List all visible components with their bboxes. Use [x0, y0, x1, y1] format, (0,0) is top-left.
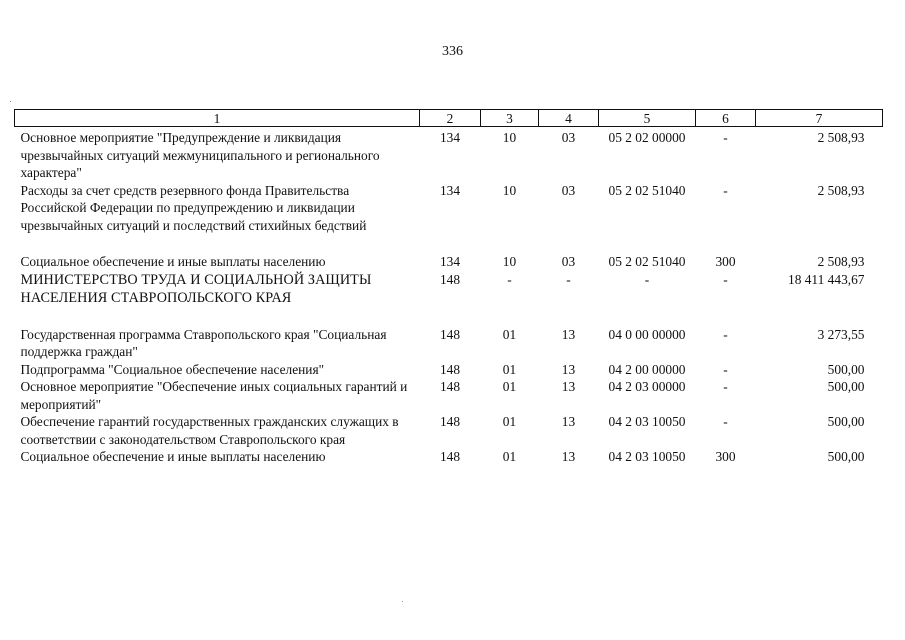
row-section-code: 10: [502, 254, 517, 269]
row-ministry-code: 148: [439, 449, 461, 464]
row-target-article: 04 2 03 00000: [608, 379, 686, 394]
page-number: 336: [442, 44, 463, 59]
row-section-code: -: [507, 271, 512, 287]
row-target-article: 04 2 03 10050: [608, 414, 686, 429]
row-amount: 500,00: [827, 414, 865, 429]
table-row: [15, 448, 883, 466]
row-ministry-code: 148: [439, 326, 461, 342]
row-target-article: 05 2 02 00000: [608, 130, 686, 145]
table-row: [15, 127, 883, 182]
scan-speck: [402, 601, 403, 602]
row-name: Государственная программа Ставропольского края "Социальная поддержка граждан": [20, 326, 387, 359]
row-amount: 500,00: [827, 361, 865, 377]
header-col-6: 6: [696, 110, 756, 127]
row-expense-type: -: [723, 414, 728, 429]
row-target-article: 04 2 03 10050: [608, 449, 686, 464]
row-subsection-code: 13: [561, 449, 576, 464]
row-ministry-code: 134: [439, 182, 461, 198]
row-section-code: 10: [502, 182, 517, 198]
row-expense-type: -: [723, 379, 728, 394]
row-subsection-code: 13: [561, 361, 576, 377]
row-expense-type: -: [723, 326, 728, 342]
row-name: Социальное обеспечение и иные выплаты населению: [20, 449, 326, 464]
row-expense-type: -: [723, 271, 728, 287]
budget-table: [14, 109, 883, 466]
row-amount: 2 508,93: [817, 182, 865, 198]
row-expense-type: 300: [715, 254, 736, 269]
scan-speck: [10, 101, 11, 102]
row-amount: 3 273,55: [817, 326, 865, 342]
row-section-code: 01: [502, 361, 517, 377]
table-row: [15, 182, 883, 254]
row-section-code: 01: [502, 379, 517, 394]
table-row: [15, 271, 883, 326]
row-subsection-code: 13: [561, 326, 576, 342]
row-amount: 2 508,93: [817, 254, 865, 269]
header-col-2: 2: [420, 110, 481, 127]
row-section-code: 01: [502, 414, 517, 429]
row-target-article: 04 2 00 00000: [608, 361, 686, 377]
row-ministry-code: 148: [439, 414, 461, 429]
row-expense-type: -: [723, 361, 728, 377]
row-expense-type: -: [723, 182, 728, 198]
row-section-code: 10: [502, 130, 517, 145]
row-subsection-code: -: [566, 271, 571, 287]
row-name: Социальное обеспечение и иные выплаты населению: [20, 254, 326, 269]
header-col-7: 7: [756, 110, 883, 127]
row-subsection-code: 13: [561, 414, 576, 429]
table-row: [15, 413, 883, 448]
row-target-article: 04 0 00 00000: [608, 326, 686, 342]
row-ministry-code: 134: [439, 254, 461, 269]
header-col-4: 4: [539, 110, 599, 127]
row-section-code: 01: [502, 449, 517, 464]
row-name: МИНИСТЕРСТВО ТРУДА И СОЦИАЛЬНОЙ ЗАЩИТЫ НАСЕЛЕНИЯ СТАВРОПОЛЬСКОГО КРАЯ: [20, 271, 372, 306]
row-ministry-code: 148: [439, 271, 461, 287]
row-section-code: 01: [502, 326, 517, 342]
header-col-1: 1: [15, 110, 420, 127]
row-amount: 2 508,93: [817, 130, 865, 145]
header-row: [15, 110, 883, 127]
row-expense-type: 300: [715, 449, 736, 464]
header-col-3: 3: [481, 110, 539, 127]
row-target-article: -: [644, 271, 650, 287]
row-name: Расходы за счет средств резервного фонда Правительства Российской Федерации по предупреждению и ликвидации чрезвычайных ситуаций и последствий стихийных бедствий: [20, 182, 367, 233]
row-amount: 500,00: [827, 449, 865, 464]
row-ministry-code: 134: [439, 130, 461, 145]
row-subsection-code: 03: [561, 130, 576, 145]
row-subsection-code: 03: [561, 254, 576, 269]
row-name: Основное мероприятие "Обеспечение иных социальных гарантий и мероприятий": [20, 379, 408, 412]
table-row: [15, 378, 883, 413]
header-col-5: 5: [599, 110, 696, 127]
table-row: [15, 361, 883, 379]
row-subsection-code: 03: [561, 182, 576, 198]
row-subsection-code: 13: [561, 379, 576, 394]
row-amount: 18 411 443,67: [788, 271, 865, 287]
row-ministry-code: 148: [439, 361, 461, 377]
row-name: Основное мероприятие "Предупреждение и ликвидация чрезвычайных ситуаций межмуниципального и регионального характера": [20, 130, 380, 180]
row-expense-type: -: [723, 130, 728, 145]
row-target-article: 05 2 02 51040: [608, 182, 686, 198]
row-target-article: 05 2 02 51040: [608, 254, 686, 269]
table-row: [15, 253, 883, 271]
table-row: [15, 326, 883, 361]
row-name: Подпрограмма "Социальное обеспечение населения": [20, 361, 325, 377]
row-amount: 500,00: [827, 379, 865, 394]
row-ministry-code: 148: [439, 379, 461, 394]
row-name: Обеспечение гарантий государственных гражданских служащих в соответствии с законодательством Ставропольского края: [20, 414, 399, 447]
